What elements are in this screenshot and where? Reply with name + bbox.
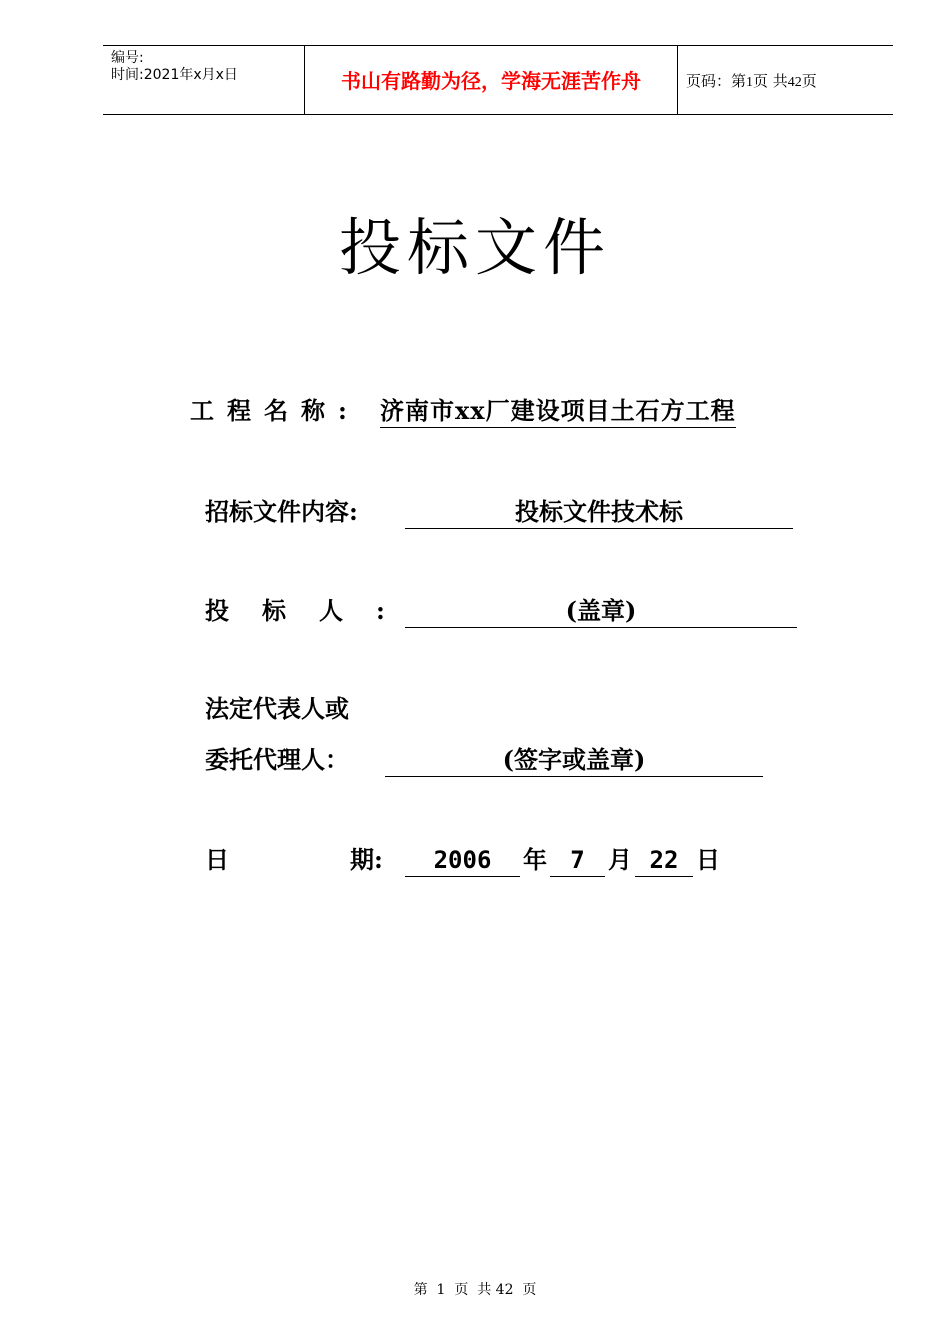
project-name-label: 工程名称: bbox=[190, 396, 360, 425]
date-month: 7 bbox=[550, 844, 605, 877]
date-year: 2006 bbox=[405, 844, 520, 877]
tender-content-label: 招标文件内容: bbox=[205, 497, 358, 526]
time-value: 2021年x月x日 bbox=[143, 67, 238, 83]
serial-label: 编号: bbox=[111, 50, 144, 66]
bidder-value: (盖章) bbox=[405, 595, 797, 628]
page-number-info bbox=[686, 71, 817, 93]
time-line bbox=[111, 67, 238, 83]
motto-text: 书山有路勤为径，学海无涯苦作舟 bbox=[341, 69, 641, 93]
date-year-unit: 年 bbox=[523, 845, 547, 874]
date-month-unit: 月 bbox=[608, 845, 632, 874]
page-mid: 页 共 bbox=[753, 72, 788, 90]
date-label-day: 日 bbox=[205, 845, 229, 874]
page-current: 1 bbox=[746, 75, 754, 90]
page-footer: 第 1 页 共 42 页 bbox=[413, 1282, 537, 1298]
date-day-unit: 日 bbox=[696, 845, 720, 874]
representative-label-line1: 法定代表人或 bbox=[205, 694, 349, 723]
page-prefix: 页码：第 bbox=[686, 72, 747, 90]
date-label-period: 期: bbox=[350, 845, 383, 874]
page-total: 42 bbox=[787, 75, 802, 90]
representative-row bbox=[205, 744, 805, 776]
bidder-row bbox=[205, 595, 805, 627]
header-meta-cell bbox=[103, 46, 303, 114]
page-header bbox=[103, 45, 893, 115]
representative-value: (签字或盖章) bbox=[385, 744, 763, 777]
bidder-label: 投标人: bbox=[205, 596, 418, 625]
project-name-row bbox=[190, 395, 800, 427]
tender-content-value: 投标文件技术标 bbox=[405, 496, 793, 529]
document-title: 投标文件 bbox=[338, 211, 611, 284]
tender-content-row bbox=[205, 496, 805, 528]
date-row bbox=[205, 844, 805, 876]
project-name-value: 济南市xx厂建设项目土石方工程 bbox=[380, 395, 736, 428]
time-label: 时间: bbox=[111, 67, 144, 83]
header-page-cell bbox=[678, 46, 893, 114]
representative-label: 委托代理人： bbox=[205, 745, 349, 774]
header-motto-cell bbox=[304, 46, 678, 114]
date-day: 22 bbox=[635, 844, 693, 877]
page-suffix: 页 bbox=[801, 72, 817, 90]
